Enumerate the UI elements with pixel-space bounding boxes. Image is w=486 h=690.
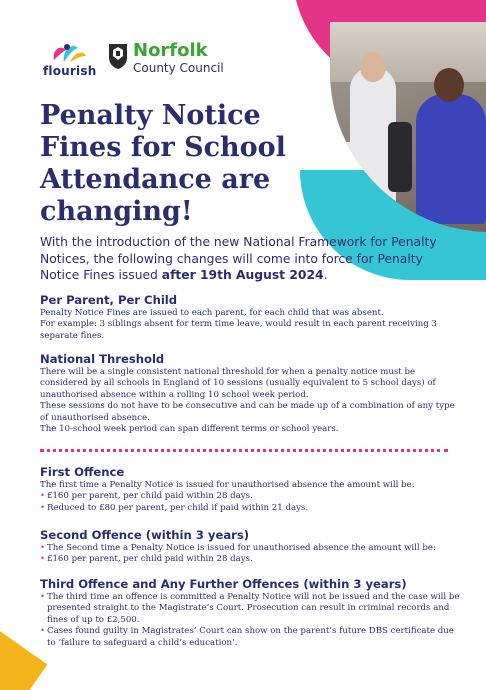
- bullet-list: [40, 592, 460, 649]
- students-photo: [330, 22, 486, 232]
- list-item: • The Second time a Penalty Notice is issued for unauthorised absence the amount will be:: [40, 543, 460, 554]
- list-item: • Reduced to £80 per parent, per child if paid within 21 days.: [40, 503, 460, 514]
- council-name: Norfolk: [133, 40, 208, 61]
- section-line: Penalty Notice Fines are issued to each parent, for each child that was absent.: [40, 308, 384, 318]
- list-item: • The third time an offence is committed a Penalty Notice will not be issued and the case will be presented straight to the Magistrate’s Court. Prosecution can result in criminal records and fines of up to £2,500.: [40, 592, 460, 626]
- intro-date: after 19th August 2024: [161, 268, 324, 282]
- dotted-divider: [40, 449, 448, 452]
- section-line: The 10-school week period can span different terms or school years.: [40, 424, 339, 435]
- list-item: • Cases found guilty in Magistrates’ Court can show on the parent’s future DBS certificate due to ‘failure to safeguard a child’s education’.: [40, 626, 460, 649]
- intro-end: .: [323, 268, 328, 282]
- flourish-wordmark: flourish: [43, 64, 97, 78]
- section-first-offence: [40, 465, 460, 514]
- section-heading: National Threshold: [40, 352, 165, 366]
- section-second-offence: [40, 528, 460, 566]
- council-subname: County Council: [133, 61, 224, 75]
- flourish-icon: [50, 42, 88, 64]
- section-line: For example: 3 siblings absent for term time leave, would result in each parent receiving 3 separate fines.: [40, 319, 437, 341]
- intro-text: With the introduction of the new National Framework for Penalty Notices, the following changes will come into force for Penalty Notice Fines issued: [40, 235, 437, 282]
- section-heading: Second Offence (within 3 years): [40, 528, 250, 542]
- section-heading: Per Parent, Per Child: [40, 293, 178, 307]
- council-crest-icon: [108, 42, 128, 70]
- section-line: These sessions do not have to be consecutive and can be made up of a combination of any type of unauthorised absence.: [40, 401, 455, 423]
- bullet-list: [40, 491, 460, 514]
- section-national-threshold: [40, 352, 460, 435]
- section-line: The first time a Penalty Notice is issued for unauthorised absence the amount will be:: [40, 480, 415, 490]
- section-third-offence: [40, 577, 460, 649]
- page-title: Penalty Notice Fines for School Attendance are changing!: [40, 100, 286, 227]
- flourish-logo: [40, 42, 100, 80]
- list-item: • £160 per parent, per child paid within 28 days.: [40, 491, 460, 502]
- bullet-list: [40, 543, 460, 566]
- list-item: • £160 per parent, per child paid within 28 days.: [40, 554, 460, 565]
- section-heading: First Offence: [40, 465, 125, 479]
- section-heading: Third Offence and Any Further Offences (within 3 years): [40, 577, 407, 591]
- section-line: There will be a single consistent national threshold for when a penalty notice must be considered by all schools in England of 10 sessions (usually equivalent to 5 school days) of unauthorised absence within a rolling 10 school week period.: [40, 367, 436, 400]
- section-per-parent: [40, 293, 460, 342]
- intro-paragraph: [40, 234, 460, 284]
